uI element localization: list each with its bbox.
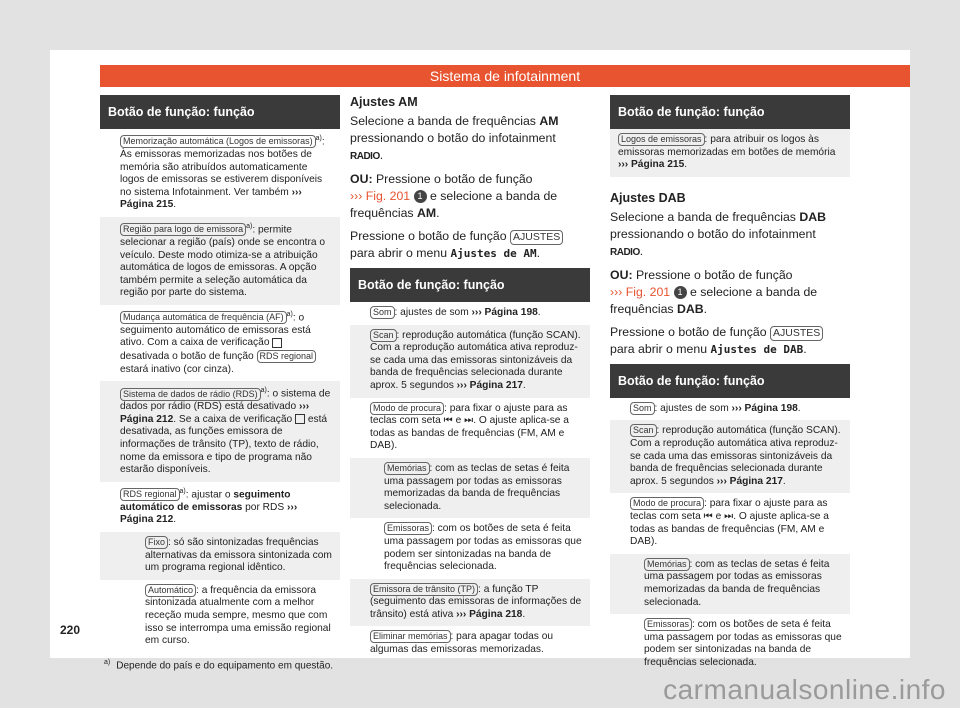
row-text: : para apagar todas ou algumas das emissoras memorizadas.	[370, 631, 554, 656]
row-text: : Às emissoras memorizadas nos botões de memória são atribuídos automaticamente logos de emissoras se estiverem disponíveis no sistema Infotainment. Ver também	[120, 136, 325, 198]
row-text: : a função TP (seguimento das emissoras de informações de trânsito) está ativa	[370, 583, 582, 620]
footnote-ref: a)	[315, 135, 322, 142]
row-text: : com os botões de seta é feita uma passagem por todas as emissoras que podem ser sintonizadas na banda de frequências selecionada.	[384, 523, 582, 573]
para-bold: DAB	[799, 209, 827, 224]
function-key: Região para logo de emissora	[120, 223, 246, 236]
figure-ref-link[interactable]: ››› Fig. 201	[610, 284, 671, 299]
row-text: : para fixar o ajuste para as teclas com seta ⏮ e ⏭. O ajuste aplica-se a todas as bandas de frequências (FM, AM e DAB).	[370, 402, 569, 452]
para-bold: AM	[539, 114, 559, 128]
function-key: Eliminar memórias	[370, 630, 451, 643]
table-row	[350, 398, 590, 458]
para-text: pressionando o botão do infotainment	[610, 226, 816, 241]
row-text-end: .	[173, 514, 177, 526]
footnote-ref: a)	[286, 310, 293, 318]
table-row	[610, 614, 850, 674]
para-text: pressionando o botão do infotainment	[350, 131, 556, 145]
para-text: Pressione o botão de função	[372, 172, 533, 186]
footnote	[100, 659, 340, 671]
paragraph	[350, 228, 590, 262]
menu-name: Ajustes de DAB	[710, 342, 804, 356]
row-text: . Se a caixa de verificação	[173, 413, 295, 425]
page-ref-link[interactable]: ››› Página 218	[456, 608, 523, 620]
function-key: Modo de procura	[630, 497, 704, 510]
row-text: : reprodução automática (função SCAN). Com a reprodução automática ativa reproduz-se cada uma das emissoras sintonizáveis da banda de frequências selecionada durante aprox. 5 segundos	[630, 425, 841, 487]
row-text-end: .	[522, 379, 526, 391]
para-text: .	[379, 148, 384, 162]
para-bold: OU:	[350, 172, 373, 186]
para-text: .	[639, 243, 644, 258]
function-key: Scan	[630, 424, 657, 437]
para-text: Pressione o botão de função	[632, 267, 793, 282]
row-text-end: .	[797, 402, 801, 414]
manual-page	[50, 50, 910, 672]
row-text: : ajustes de som	[394, 307, 472, 318]
para-text: .	[436, 206, 440, 220]
function-key: Logos de emissoras	[618, 133, 705, 146]
table-title: Botão de função: função	[610, 95, 850, 129]
row-text: está desativada, as funções emissora de informações de trânsito (TP), texto de rádio, nome da emissora e tipo de programa não estarão disponíveis.	[120, 413, 328, 476]
function-key: AJUSTES	[770, 326, 823, 341]
row-text-bold: seguimento automático de emissoras	[120, 489, 291, 513]
para-text: e selecione a banda de frequências	[610, 284, 818, 316]
para-bold: OU:	[610, 267, 633, 282]
figure-ref-link[interactable]: ››› Fig. 201	[350, 189, 411, 203]
para-bold: AM	[417, 206, 437, 220]
page-ref-link[interactable]: ››› Página 217	[716, 475, 783, 487]
column-left	[100, 95, 340, 671]
row-text: : para atribuir os logos às emissoras memorizadas em botões de memória	[618, 134, 836, 158]
table-row	[350, 325, 590, 398]
row-text: : permite selecionar a região (país) onde se encontra o veículo. Deste modo otimiza-se a atribuição automática de logos de emissoras. A opção também permite a seleção automática da região por parte do sistema.	[120, 224, 326, 299]
para-text: para abrir o menu	[610, 341, 711, 356]
function-key: Automático	[145, 584, 196, 597]
table-title: Botão de função: função	[100, 95, 340, 129]
table-row	[100, 381, 340, 482]
row-text: : só são sintonizadas frequências alternativas da emissora sintonizada com um programa regional idêntico.	[145, 536, 332, 574]
row-text-end: .	[782, 475, 786, 487]
function-key: Som	[370, 306, 395, 319]
table-row	[100, 532, 340, 580]
para-text: .	[536, 246, 540, 260]
row-text: : ajustar o	[185, 489, 234, 501]
footnote-text: Depende do país e do equipamento em questão.	[116, 660, 334, 672]
callout-number: 1	[674, 286, 687, 299]
table-title: Botão de função: função	[350, 268, 590, 302]
table-row	[350, 302, 590, 325]
function-key: Sistema de dados de rádio (RDS)	[120, 388, 261, 401]
function-key: Memórias	[384, 462, 430, 475]
page-ref-link[interactable]: ››› Página 217	[456, 379, 523, 391]
radio-button-icon: RADIO	[350, 151, 380, 162]
row-text: : com as teclas de setas é feita uma passagem por todas as emissoras memorizadas da banda de frequências selecionada.	[384, 462, 570, 512]
row-text: : ajustes de som	[654, 402, 732, 414]
table-row	[610, 129, 850, 177]
row-text: desativada o botão de função	[120, 351, 257, 363]
page-number: 220	[60, 623, 81, 637]
row-text: por RDS	[242, 501, 288, 513]
table-title: Botão de função: função	[610, 364, 850, 398]
section-heading: Ajustes AM	[350, 95, 418, 109]
paragraph	[350, 113, 590, 165]
row-text-end: .	[537, 307, 541, 318]
function-key: RDS regional	[257, 350, 317, 363]
para-text: para abrir o menu	[350, 246, 451, 260]
para-text: .	[803, 341, 807, 356]
menu-name: Ajustes de AM	[450, 247, 537, 260]
table-row	[610, 398, 850, 421]
footnote-ref: a)	[179, 487, 186, 495]
function-key: Som	[630, 402, 655, 415]
function-key: Emissora de trânsito (TP)	[370, 583, 478, 596]
table-row	[100, 217, 340, 305]
radio-button-icon: RADIO	[610, 246, 640, 258]
table-row	[100, 129, 340, 217]
row-text: : o sistema de dados por rádio (RDS) está desativado	[120, 388, 331, 413]
para-text: Pressione o botão de função	[610, 324, 770, 339]
table-row	[100, 305, 340, 381]
footnote-mark: a)	[104, 658, 111, 666]
page-ref-link[interactable]: ››› Página 198	[731, 402, 798, 414]
checkbox-icon	[272, 338, 282, 348]
function-key: Emissoras	[384, 522, 432, 535]
page-ref-link[interactable]: ››› Página 198	[471, 307, 538, 318]
function-key: Modo de procura	[370, 402, 444, 415]
callout-number: 1	[414, 190, 427, 203]
row-text-end: .	[522, 608, 526, 620]
row-text: : com os botões de seta é feita uma passagem por todas as emissoras que podem ser sintonizadas na banda de frequências selecionada.	[644, 619, 842, 668]
column-middle	[350, 95, 590, 662]
footnote-ref: a)	[260, 387, 267, 395]
function-key: Memórias	[644, 558, 690, 571]
row-text-end: .	[173, 199, 177, 211]
para-text: Selecione a banda de frequências	[350, 114, 540, 128]
para-text: Selecione a banda de frequências	[610, 209, 800, 224]
page-ref-link[interactable]: ››› Página 215	[120, 186, 302, 211]
function-key: AJUSTES	[510, 230, 563, 245]
row-text: : o seguimento automático de emissoras está ativo. Com a caixa de verificação	[120, 312, 311, 349]
paragraph	[610, 324, 850, 358]
row-text-end: .	[684, 159, 688, 171]
checkbox-icon	[295, 414, 305, 424]
table-row	[350, 518, 590, 578]
function-key: Fixo	[145, 536, 168, 549]
page-ref-link[interactable]: ››› Página 212	[120, 501, 298, 526]
function-key: Emissoras	[644, 618, 692, 631]
paragraph	[350, 171, 590, 222]
paragraph	[610, 209, 850, 261]
row-text: : a frequência da emissora sintonizada atualmente com a melhor receção muda sempre, mesmo que com isso se interrompa uma emissão regional em curso.	[145, 584, 331, 647]
section-header: Sistema de infotainment	[100, 65, 910, 87]
row-text: : para fixar o ajuste para as teclas com seta ⏮ e ⏭. O ajuste aplica-se a todas as bandas de frequências (FM, AM e DAB).	[630, 498, 829, 548]
function-key: RDS regional	[120, 488, 180, 501]
para-bold: DAB	[677, 301, 704, 316]
page-ref-link[interactable]: ››› Página 215	[618, 159, 685, 171]
table-row	[610, 554, 850, 614]
para-text: .	[703, 301, 708, 316]
function-key: Memorização automática (Logos de emissoras)	[120, 135, 316, 148]
page-ref-link[interactable]: ››› Página 212	[120, 401, 310, 425]
table-row	[100, 580, 340, 653]
column-right	[610, 95, 850, 674]
function-key: Scan	[370, 329, 397, 342]
paragraph	[610, 267, 850, 318]
footnote-ref: a)	[246, 222, 253, 230]
table-row	[610, 420, 850, 493]
row-text: estará inativo (cor cinza).	[120, 363, 234, 375]
row-text: : reprodução automática (função SCAN). Com a reprodução automática ativa reproduz-se cada uma das emissoras sintonizáveis da banda de frequências selecionada durante aprox. 5 segundos	[370, 329, 581, 391]
watermark-logo: carmanualsonline.info	[663, 674, 946, 705]
para-text: Pressione o botão de função	[350, 229, 510, 243]
table-row	[350, 579, 590, 627]
function-key: Mudança automática de frequência (AF)	[120, 311, 287, 324]
section-heading: Ajustes DAB	[610, 190, 686, 205]
table-row	[610, 493, 850, 553]
table-row	[100, 482, 340, 532]
para-text: e selecione a banda de frequências	[350, 189, 558, 220]
table-row	[350, 458, 590, 518]
table-row	[350, 626, 590, 661]
row-text: : com as teclas de setas é feita uma passagem por todas as emissoras memorizadas da banda de frequências selecionada.	[644, 558, 830, 608]
